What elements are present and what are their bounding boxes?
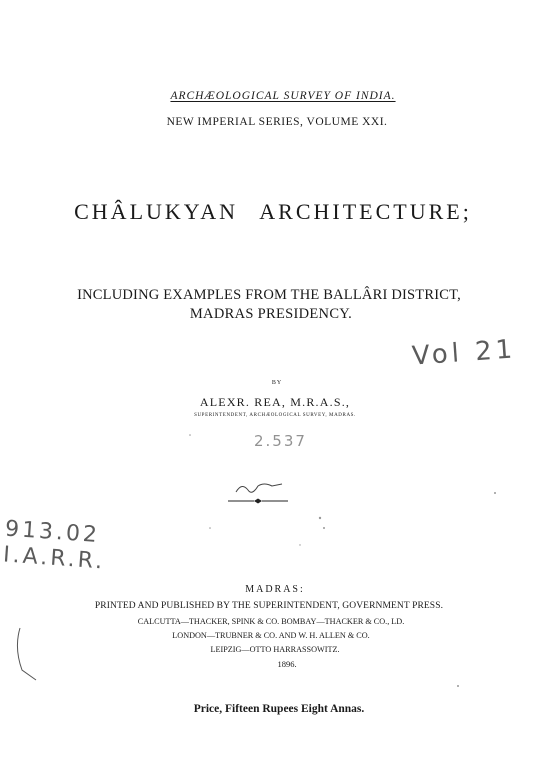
- left-margin-mark-2: I.A.R.R.: [2, 542, 107, 575]
- left-margin-mark-1: 913.02: [4, 516, 101, 549]
- printed-by-line: PRINTED AND PUBLISHED BY THE SUPERINTENDENT, GOVERNMENT PRESS.: [94, 601, 444, 611]
- agents-line-2: LONDON—TRUBNER & CO. AND W. H. ALLEN & CO.: [172, 631, 370, 640]
- subtitle-line-1: INCLUDING EXAMPLES FROM THE BALLÂRI DISTRICT,: [77, 287, 461, 303]
- subtitle-line-2: MADRAS PRESIDENCY.: [189, 306, 353, 322]
- publication-year: 1896.: [277, 659, 297, 669]
- place-of-publication: MADRAS:: [245, 584, 305, 595]
- series-title: ARCHÆOLOGICAL SURVEY OF INDIA.: [170, 90, 396, 102]
- printer-ornament-rule-icon: [228, 484, 288, 504]
- agents-line-1: CALCUTTA—THACKER, SPINK & CO. BOMBAY—THACKER & CO., LD.: [137, 617, 405, 626]
- main-title: CHÂLUKYAN ARCHITECTURE;: [74, 199, 472, 224]
- handwritten-volume-mark: Vol 21: [411, 334, 518, 372]
- agents-line-3: LEIPZIG—OTTO HARRASSOWITZ.: [210, 645, 340, 654]
- volume-line: NEW IMPERIAL SERIES, VOLUME XXI.: [166, 116, 388, 128]
- left-margin-handwriting: [2, 517, 108, 576]
- author-affiliation: SUPERINTENDENT, ARCHÆOLOGICAL SURVEY, MADRAS.: [194, 413, 356, 418]
- price-line: Price, Fifteen Rupees Eight Annas.: [193, 703, 365, 715]
- accession-number-mark: 2.537: [254, 432, 307, 450]
- author-name: ALEXR. REA, M.R.A.S.,: [199, 395, 351, 409]
- by-label: BY: [271, 380, 283, 386]
